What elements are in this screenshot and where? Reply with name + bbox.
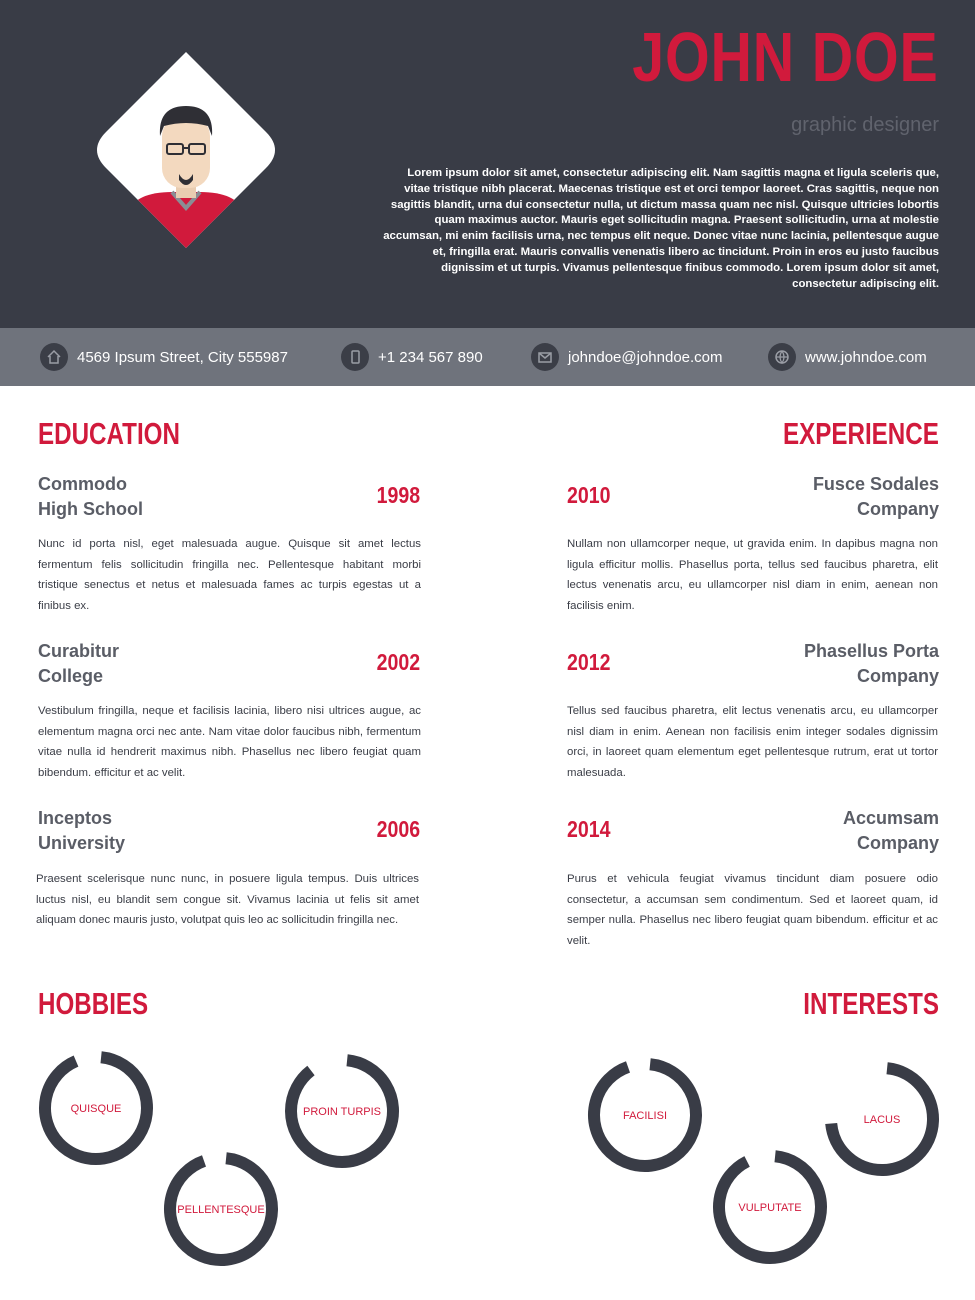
experience-item-name: Fusce Sodales Company: [812, 474, 939, 519]
hobbies-title: HOBBIES: [38, 986, 149, 1021]
education-item-year: 1998: [376, 482, 420, 508]
interests-title: INTERESTS: [803, 986, 939, 1021]
education-item-desc: Praesent scelerisque nunc nunc, in posuere ligula tempus. Duis ultrices luctus nisl, eu blandit sem congue sit. Vivamus lacinia ut felis sit amet aliquam donec mauris justo, volutpat quis leo ac sollicitudin fringilla nec.: [36, 873, 419, 927]
experience-item-year: 2012: [567, 649, 611, 675]
experience-title: EXPERIENCE: [783, 416, 939, 451]
address-text: 4569 Ipsum Street, City 555987: [77, 348, 288, 366]
interest-label: LACUS: [863, 1114, 901, 1126]
experience-item-name: Accumsam Company: [842, 808, 939, 853]
education-item-desc: Vestibulum fringilla, neque et facilisis lacinia, libero nisi ultrices augue, ac elementum magna orci nec ante. Nam vitae dolor faucibus nibh, fermentum vitae nulla id hendrerit maximus nibh. Phasellus nec libero feugiat quam bibendum. efficitur et ac velit.: [38, 705, 421, 780]
experience-item-year: 2010: [567, 482, 611, 508]
education-item-name: Curabitur College: [38, 641, 119, 686]
website-link[interactable]: www.johndoe.com: [805, 348, 927, 366]
globe-icon: [768, 343, 796, 371]
hobby-label: QUISQUE: [70, 1103, 122, 1115]
phone-text: +1 234 567 890: [378, 348, 483, 366]
skill-rings: [0, 1030, 975, 1290]
experience-item-desc: Nullam non ullamcorper neque, ut gravida enim. In dapibus magna non ligula efficitur mollis. Phasellus porta, tellus sed faucibus pharetra, elit lectus venenatis arcu, eu ullamcorper nisl diam in enim, aenean non facilisis enim.: [567, 538, 938, 613]
experience-item-year: 2014: [567, 816, 611, 842]
email-link[interactable]: johndoe@johndoe.com: [568, 348, 723, 366]
person-name: JOHN DOE: [632, 18, 939, 96]
hobby-label: PROIN TURPIS: [302, 1106, 382, 1118]
education-item-desc: Nunc id porta nisl, eget malesuada augue. Quisque sit amet lectus fermentum felis sollicitudin fringilla nec. Pellentesque habitant morbi tristique senectus et netus et malesuada fames ac turpis egestas ut a finibus ex.: [38, 538, 421, 613]
intro-paragraph: Lorem ipsum dolor sit amet, consectetur adipiscing elit. Nam sagittis magna et ligula sceleris que, vitae tristique nibh placerat. Maecenas tristique est et orci tempor laoreet. Cras sagittis, neque non sagittis blandit, urna dui consectetur nulla, ut dictum massa quam nec nisl. Quisque ultricies lobortis quam maximus auctor. Mauris eget sollicitudin magna. Praesent sollicitudin, urna at molestie accumsan, mi enim facilisis urna, nec tempus elit neque. Donec vitae nunc lacinia, pellentesque augue et, fringilla erat. Mauris convallis venenatis libero ac tincidunt. Proin in eros eu justo faucibus dignissim et ut turpis. Vivamus pellentesque finibus commodo. Lorem ipsum dolor sit amet, consectetur adipiscing elit.: [383, 167, 939, 290]
contact-email[interactable]: [531, 342, 723, 372]
hobby-label: PELLENTESQUE: [177, 1204, 265, 1216]
education-item-year: 2002: [376, 649, 420, 675]
experience-item-desc: Tellus sed faucibus pharetra, elit lectus venenatis arcu, eu ullamcorper nisl diam in enim. Aenean non facilisis enim integer sodales dignissim orci, in laoreet quam elementum eget pellentesque rutrum, erat ut tortor malesuada.: [567, 705, 938, 780]
experience-item-desc: Purus et vehicula feugiat vivamus tincidunt diam posuere odio consectetur, a accumsan sem condimentum. Sed et laoreet quam, id semper nulla. Phasellus nec libero feugiat quam bibendum. efficitur et ac velit.: [567, 873, 938, 948]
contact-phone: [341, 342, 483, 372]
contact-website[interactable]: [768, 342, 927, 372]
contact-bar: [0, 328, 975, 386]
email-icon: [531, 343, 559, 371]
education-item-year: 2006: [376, 816, 420, 842]
education-title: EDUCATION: [38, 416, 180, 451]
avatar: [88, 52, 284, 248]
phone-icon: [341, 343, 369, 371]
interest-label: FACILISI: [622, 1110, 668, 1122]
education-item-name: Commodo High School: [38, 474, 143, 519]
header: [0, 0, 975, 328]
person-role: graphic designer: [791, 114, 939, 136]
experience-item-name: Phasellus Porta Company: [803, 641, 939, 686]
education-item-name: Inceptos University: [38, 808, 126, 853]
contact-address: [40, 342, 288, 372]
interest-label: VULPUTATE: [738, 1202, 802, 1214]
home-icon: [40, 343, 68, 371]
